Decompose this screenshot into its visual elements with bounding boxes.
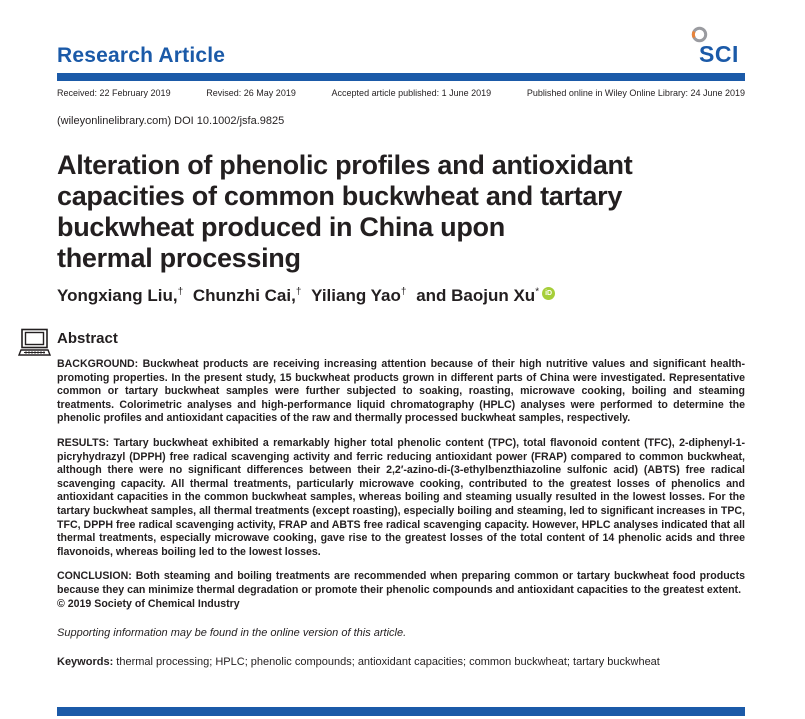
title-line: thermal processing <box>57 243 301 273</box>
abstract-section <box>57 330 745 668</box>
footer-rule <box>57 707 745 716</box>
keywords-line <box>57 656 745 668</box>
sci-logo <box>689 26 745 68</box>
computer-icon <box>17 328 51 363</box>
title-line: Alteration of phenolic profiles and antioxidant <box>57 150 633 180</box>
masthead <box>57 26 745 68</box>
author-affiliation-mark: † <box>400 286 407 298</box>
author <box>311 286 406 305</box>
author-name: Yongxiang Liu, <box>57 286 178 305</box>
title-line: capacities of common buckwheat and tartary <box>57 181 623 211</box>
orcid-icon[interactable]: iD <box>542 287 555 300</box>
author-name: Yiliang Yao <box>311 286 401 305</box>
author <box>57 286 183 305</box>
header-rule <box>57 73 745 81</box>
title-line: buckwheat produced in China upon <box>57 212 505 242</box>
received-date: Received: 22 February 2019 <box>57 88 171 98</box>
doi-line: (wileyonlinelibrary.com) DOI 10.1002/jsfa.9825 <box>57 115 285 127</box>
abstract-conclusion-paragraph: CONCLUSION: Both steaming and boiling treatments are recommended when preparing common or tartary buckwheat food products because they can minimize thermal degradation or promote their phenolic compounds and antioxidant capacities to the greatest extent. <box>57 570 745 596</box>
author <box>416 286 539 305</box>
abstract-heading: Abstract <box>57 330 118 347</box>
article-title <box>57 150 745 274</box>
author-name: and Baojun Xu <box>416 286 536 305</box>
author-list <box>57 286 745 306</box>
author-affiliation-mark: † <box>295 286 302 298</box>
dates-row <box>57 88 745 98</box>
author-name: Chunzhi Cai, <box>192 286 296 305</box>
sci-logo-text: SCI <box>699 41 739 67</box>
published-date: Published online in Wiley Online Library: 24 June 2019 <box>526 88 745 98</box>
copyright-line: © 2019 Society of Chemical Industry <box>57 597 240 610</box>
author-corresponding-mark: * <box>535 286 540 298</box>
accepted-date: Accepted article published: 1 June 2019 <box>331 88 492 98</box>
author-affiliation-mark: † <box>177 286 184 298</box>
keywords-text: thermal processing; HPLC; phenolic compounds; antioxidant capacities; common buckwheat; tartary buckwheat <box>113 656 660 669</box>
abstract-background-paragraph: BACKGROUND: Buckwheat products are receiving increasing attention because of their high nutritive values and significant health-promoting properties. In the present study, 15 buckwheat products grown in different parts of China were investigated. Representative common or tartary buckwheat samples were further subjected to soaking, roasting, microwave cooking, boiling and steaming treatments. Colorimetric analyses and high-performance liquid chromatography (HPLC) analyses were performed to determine the phenolic profiles and antioxidant capacities of the raw and thermally processed buckwheat samples, respectively. <box>57 358 745 425</box>
abstract-results-paragraph: RESULTS: Tartary buckwheat exhibited a remarkably higher total phenolic content (TPC), total flavonoid content (TFC), 2-diphenyl-1-picryhydrazyl (DPPH) free radical scavenging activity and ferric reducing antioxidant power (FRAP) compared to common buckwheat, although there were no significant differences between their 2,2′-azino-di-(3-ethylbenzthiazoline sulfonic acid) (ABTS) free radical scavenging capacity. All thermal treatments, particularly microwave cooking, contributed to the greatest losses of phenolics and antioxidant capacities in the common buckwheat samples, whereas boiling and steaming usually resulted in the lowest losses. For the tartary buckwheat samples, all thermal treatments (except roasting), especially boiling and steaming, led to significant increases in TPC, TFC, DPPH free radical scavenging activity, FRAP and ABTS free radical scavenging capacity. However, HPLC analyses indicated that all thermal treatments, especially microwave cooking, gave rise to the greatest losses of the total content of 14 phenolic acids and three flavonoids, whereas boiling led to the lowest losses. <box>57 436 745 558</box>
revised-date: Revised: 26 May 2019 <box>206 88 296 98</box>
article-type-label: Research Article <box>57 44 226 67</box>
keywords-label: Keywords: <box>57 656 114 669</box>
abstract-body <box>57 358 745 598</box>
supporting-info-note: Supporting information may be found in the online version of this article. <box>57 627 407 640</box>
author <box>193 286 302 305</box>
